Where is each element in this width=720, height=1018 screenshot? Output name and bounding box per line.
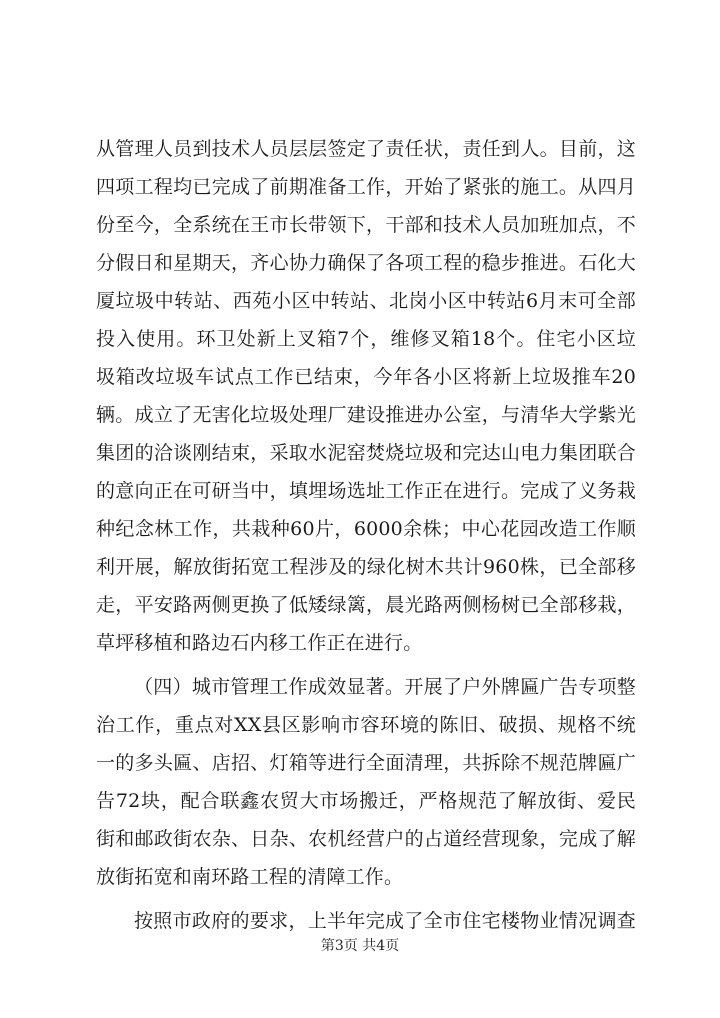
text-line: 告72块，配合联鑫农贸大市场搬迁，严格规范了解放街、爱民	[96, 790, 636, 812]
text-line: 一的多头匾、店招、灯箱等进行全面清理，共拆除不规范牌匾广	[96, 752, 636, 774]
text-line: 四项工程均已完成了前期准备工作，开始了紧张的施工。从四月	[96, 176, 636, 198]
paragraph-heading-line: （四）城市管理工作成效显著。开展了户外牌匾广告专项整	[134, 676, 636, 698]
text-line: 街和邮政街农杂、日杂、农机经营户的占道经营现象，完成了解	[96, 828, 636, 850]
text-line: 圾箱改垃圾车试点工作已结束，今年各小区将新上垃圾推车20	[96, 366, 636, 388]
document-body	[96, 130, 636, 940]
text-line: 厦垃圾中转站、西苑小区中转站、北岗小区中转站6月末可全部	[96, 290, 636, 312]
text-line: 治工作，重点对XX县区影响市容环境的陈旧、破损、规格不统	[96, 714, 636, 736]
page-footer: 第3页 共4页	[320, 938, 400, 954]
text-line: 种纪念林工作，共栽种60片，6000余株；中心花园改造工作顺	[96, 518, 636, 540]
text-line: 草坪移植和路边石内移工作正在进行。	[96, 632, 423, 654]
text-line: 走，平安路两侧更换了低矮绿篱，晨光路两侧杨树已全部移栽，	[96, 594, 636, 616]
text-line: 投入使用。环卫处新上叉箱7个，维修叉箱18个。住宅小区垃	[96, 328, 636, 350]
text-line: 集团的洽谈刚结束，采取水泥窑焚烧垃圾和完达山电力集团联合	[96, 442, 636, 464]
text-line: 份至今，全系统在王市长带领下，干部和技术人员加班加点，不	[96, 214, 636, 236]
text-line: 利开展，解放街拓宽工程涉及的绿化树木共计960株，已全部移	[96, 556, 636, 578]
text-line: 辆。成立了无害化垃圾处理厂建设推进办公室，与清华大学紫光	[96, 404, 636, 426]
paragraph-start-line: 按照市政府的要求，上半年完成了全市住宅楼物业情况调查	[134, 910, 636, 932]
text-line: 从管理人员到技术人员层层签定了责任状，责任到人。目前，这	[96, 138, 636, 160]
text-line: 的意向正在可研当中，填埋场选址工作正在进行。完成了义务栽	[96, 480, 636, 502]
text-line: 分假日和星期天，齐心协力确保了各项工程的稳步推进。石化大	[96, 252, 636, 274]
text-line: 放街拓宽和南环路工程的清障工作。	[96, 866, 404, 888]
